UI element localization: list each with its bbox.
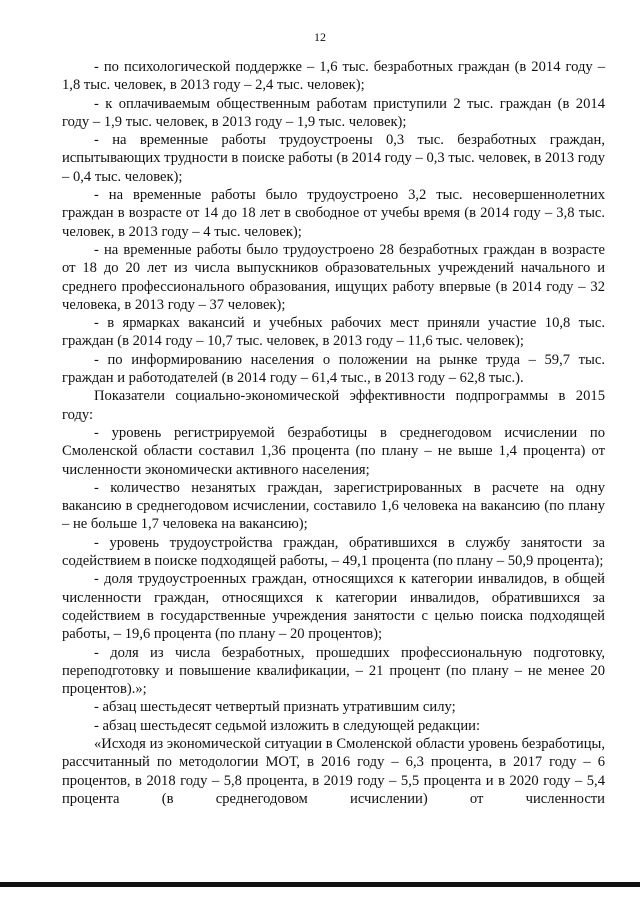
paragraph-amendment-64: - абзац шестьдесят четвертый признать утратившим силу; <box>94 699 456 716</box>
paragraph-employment-level: - уровень трудоустройства граждан, обратившихся в службу занятости за содействием в поиске подходящей работы, – 49,1 процента (по плану – 50,9 процента); <box>62 534 605 570</box>
paragraph-amendment-67: - абзац шестьдесят седьмой изложить в следующей редакции: <box>94 717 481 734</box>
paragraph-public-works: - к оплачиваемым общественным работам приступили 2 тыс. граждан (в 2014 году – 1,9 тыс. человек, в 2013 году – 1,9 тыс. человек); <box>62 95 605 130</box>
paragraph-unemployed-per-vacancy: - количество незанятых граждан, зарегистрированных в расчете на одну вакансию в среднегодовом исчислении, составило 1,6 человека на вакансию (по плану – не больше 1,7 человека на вакансию); <box>62 479 605 533</box>
paragraph-unemployment-rate: - уровень регистрируемой безработицы в среднегодовом исчислении по Смоленской области составил 1,36 процента (по плану – не выше 1,4 процента) от численности экономически активного населения; <box>62 424 605 478</box>
paragraph-ilo-forecast: «Исходя из экономической ситуации в Смоленской области уровень безработицы, рассчитанный по методологии МОТ, в 2016 году – 6,3 процента, в 2017 году – 6 процентов, в 2018 году – 5,8 процента, в 2019 году – 5,5 процента и в 2020 году – 5,4 процента (в среднегодовом исчислении) от численности <box>62 735 605 807</box>
paragraph-temporary-work-minors: - на временные работы было трудоустроено 3,2 тыс. несовершеннолетних граждан в возрасте от 14 до 18 лет в свободное от учебы время (в 2014 году – 3,8 тыс. человек, в 2013 году – 4 тыс. человек); <box>62 187 605 240</box>
paragraph-temporary-work-difficulty: - на временные работы трудоустроены 0,3 тыс. безработных граждан, испытывающих трудности в поиске работы (в 2014 году – 0,3 тыс. человек, в 2013 году – 0,4 тыс. человек); <box>62 132 605 185</box>
paragraph-training-share: - доля из числа безработных, прошедших профессиональную подготовку, переподготовку и повышение квалификации, – 21 процент (по плану – не менее 20 процентов).»; <box>62 644 605 698</box>
paragraph-job-fairs: - в ярмарках вакансий и учебных рабочих мест приняли участие 10,8 тыс. граждан (в 2014 году – 10,7 тыс. человек, в 2013 году – 11,6 тыс. человек); <box>62 315 605 350</box>
document-body <box>62 58 605 808</box>
paragraph-labor-market-info: - по информированию населения о положении на рынке труда – 59,7 тыс. граждан и работодателей (в 2014 году – 61,4 тыс., в 2013 году – 62,8 тыс.). <box>62 351 605 387</box>
paragraph-temporary-work-graduates: - на временные работы было трудоустроено 28 безработных граждан в возрасте от 18 до 20 лет из числа выпускников образовательных учреждений начального и среднего профессионального образования, ищущих работу впервые (в 2014 году – 32 человека, в 2013 году – 37 человек); <box>62 241 605 313</box>
paragraph-disabled-share: - доля трудоустроенных граждан, относящихся к категории инвалидов, в общей численности граждан, относящихся к категории инвалидов, обратившихся за содействием в государственные учреждения занятости с целью поиска подходящей работы, – 19,6 процента (по плану – 20 процентов); <box>62 571 605 643</box>
page-number: 12 <box>314 30 326 44</box>
bottom-rule <box>0 882 640 887</box>
paragraph-efficiency-indicators: Показатели социально-экономической эффективности подпрограммы в 2015 году: <box>62 388 605 423</box>
paragraph-psychological-support: - по психологической поддержке – 1,6 тыс. безработных граждан (в 2014 году – 1,8 тыс. человек, в 2013 году – 2,4 тыс. человек); <box>62 59 605 94</box>
